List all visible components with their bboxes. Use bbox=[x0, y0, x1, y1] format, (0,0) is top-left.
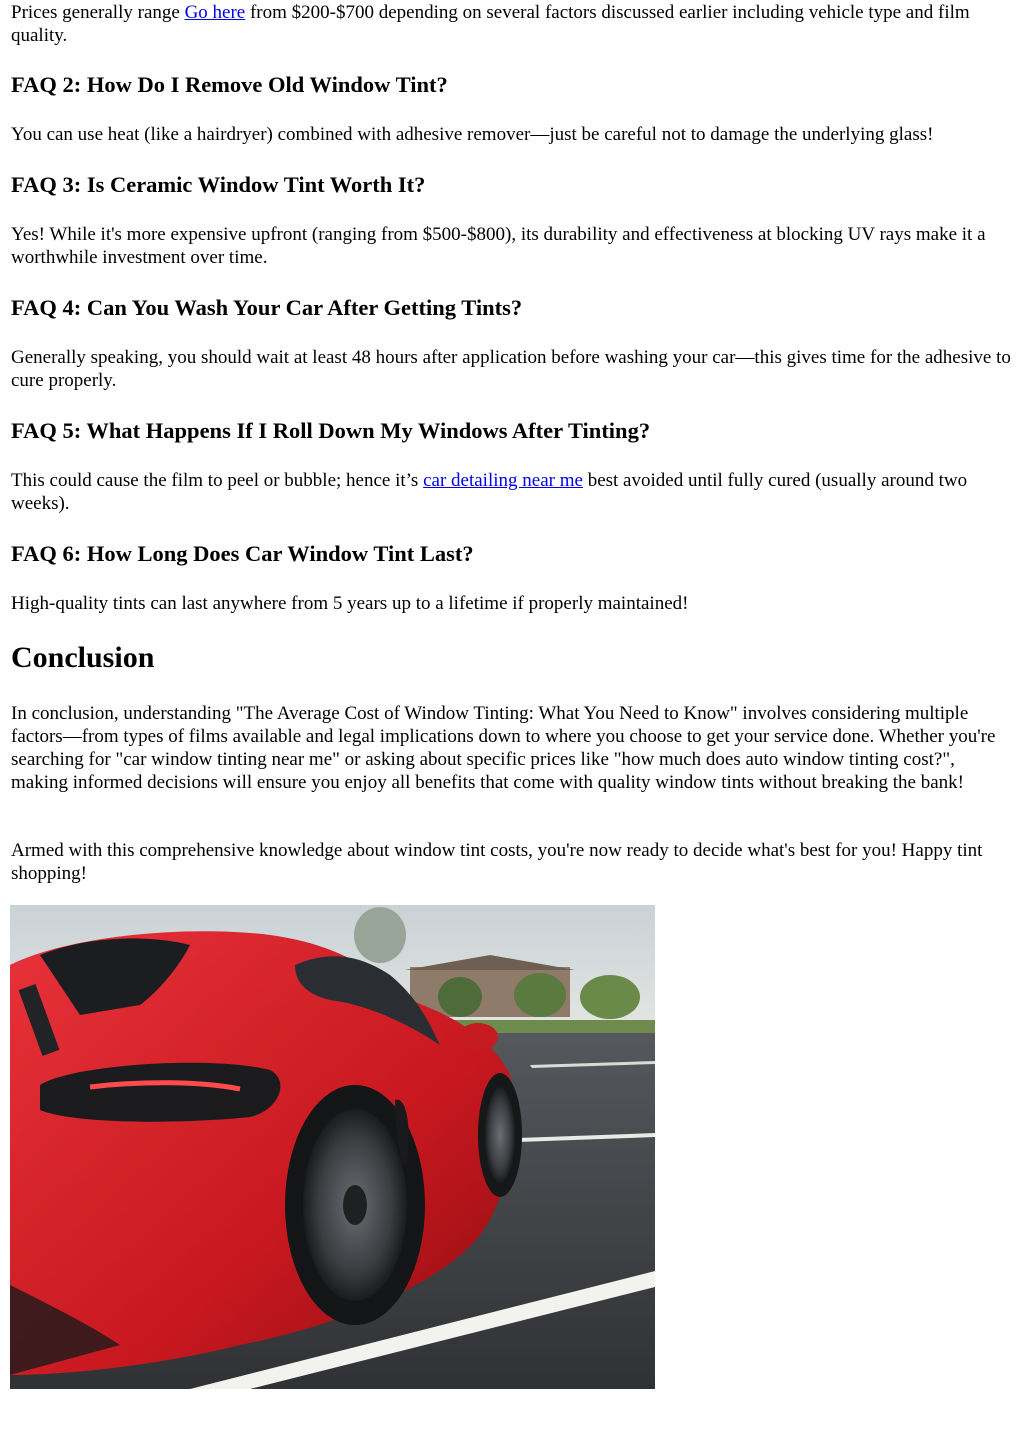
conclusion-paragraph-2: Armed with this comprehensive knowledge about window tint costs, you're now ready to decide what's best for you! Happy tint shopping! bbox=[11, 840, 983, 884]
intro-text-after: from $200-$700 depending on several factors discussed earlier including vehicle type and film quality. bbox=[11, 2, 970, 46]
car-detailing-link[interactable]: car detailing near me bbox=[423, 470, 583, 491]
intro-paragraph bbox=[11, 1, 1014, 47]
car-illustration bbox=[10, 905, 655, 1389]
faq-4-heading: FAQ 4: Can You Wash Your Car After Getting Tints? bbox=[11, 295, 523, 320]
conclusion-heading: Conclusion bbox=[11, 641, 155, 674]
faq-5-text-after: best avoided until fully cured (usually around two weeks). bbox=[11, 470, 968, 514]
faq-3-heading: FAQ 3: Is Ceramic Window Tint Worth It? bbox=[11, 172, 426, 197]
go-here-link[interactable]: Go here bbox=[184, 2, 246, 23]
red-sports-car-photo bbox=[10, 905, 655, 1389]
faq-5-text-before: This could cause the film to peel or bubble; hence it’s bbox=[11, 470, 424, 491]
faq-6-answer: High-quality tints can last anywhere from 5 years up to a lifetime if properly maintained! bbox=[11, 593, 689, 614]
faq-5-heading: FAQ 5: What Happens If I Roll Down My Windows After Tinting? bbox=[11, 418, 651, 443]
faq-4-answer: Generally speaking, you should wait at least 48 hours after application before washing your car—this gives time for the adhesive to cure properly. bbox=[11, 347, 1011, 391]
faq-5-answer bbox=[11, 469, 1014, 515]
faq-2-heading: FAQ 2: How Do I Remove Old Window Tint? bbox=[11, 72, 448, 97]
faq-6-heading: FAQ 6: How Long Does Car Window Tint Last? bbox=[11, 541, 474, 566]
intro-text-before: Prices generally range bbox=[11, 2, 185, 23]
faq-2-answer: You can use heat (like a hairdryer) combined with adhesive remover—just be careful not to damage the underlying glass! bbox=[11, 124, 934, 145]
conclusion-paragraph-1: In conclusion, understanding "The Average Cost of Window Tinting: What You Need to Know" involves considering multiple factors—from types of films available and legal implications down to where you choose to get your service done. Whether you're searching for "car window tinting near me" or asking about specific prices like "how much does auto window tinting cost?", making informed decisions will ensure you enjoy all benefits that come with quality window tints without breaking the bank! bbox=[11, 703, 996, 793]
faq-3-answer: Yes! While it's more expensive upfront (ranging from $500-$800), its durability and effectiveness at blocking UV rays make it a worthwhile investment over time. bbox=[11, 224, 986, 268]
